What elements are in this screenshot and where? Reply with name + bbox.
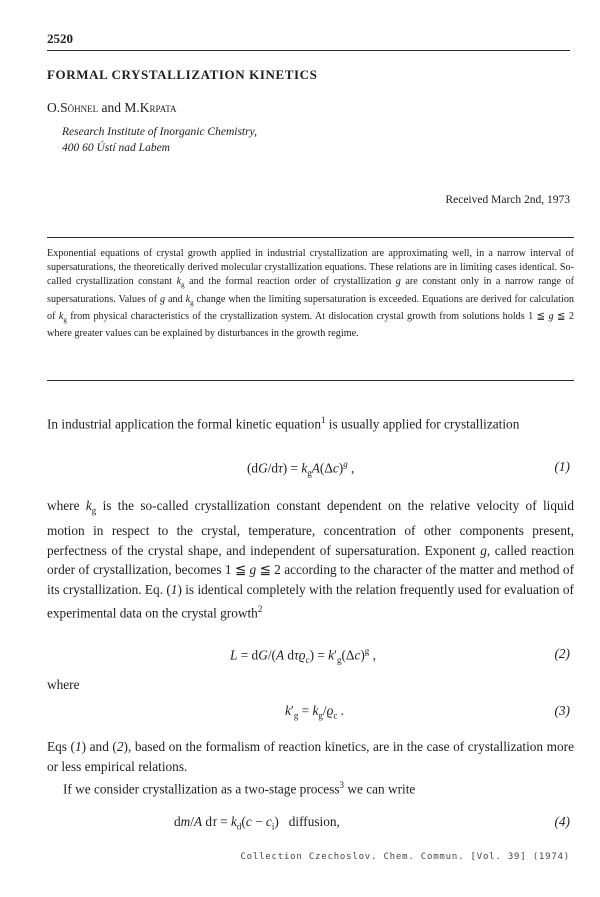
author-2-surname: Krpata — [139, 100, 177, 115]
abstract: Exponential equations of crystal growth applied in industrial crystallization are approximating well, in a narrow interval of supersaturations, the theoretically derived molecular crystallization equations. These relations are in limiting cases identical. So-called crystallization constant $k_g$ and the formal reaction order of crystallization g are constant only in a narrow range of supersaturations. Values of g and $k_g$ change when the limiting supersaturation is exceeded. Equations are derived for calculation of $k_g$ from physical characteristics of the crystallization system. At dislocation crystal growth from solutions holds 1 ≦ g ≦ 2 where greater values can be explained by disturbances in the growth regime. — [47, 248, 575, 340]
body-text: ) is identical completely with the relation frequently used for evaluation of experimental data on the crystal growth — [47, 582, 574, 621]
header-rule — [47, 50, 570, 51]
equation-3: $k'_g = k_g/ϱ_c$ . — [285, 703, 344, 721]
abstract-text: and the formal reaction order of crystallization — [184, 276, 396, 288]
abstract-text: and — [165, 293, 186, 305]
abstract-text: Exponential equations of crystal growth applied in industrial crystallization are approximating well, in a narrow interval of supersaturations, the theoretically derived molecular crystallization equations. These relations are in limiting cases identical. So-called crystallization constant — [47, 248, 574, 288]
body-text: where — [47, 498, 86, 513]
abstract-text: change when the limiting supersaturation is exceeded. Equations are derived for calculation of — [47, 293, 575, 322]
symbol-k-g: k — [185, 293, 191, 305]
article-title: FORMAL CRYSTALLIZATION KINETICS — [47, 67, 318, 82]
symbol-k-g: k — [176, 276, 182, 288]
abstract-text: ≦ 2 where greater values can be explained by disturbances in the growth regime. — [47, 310, 574, 340]
equation-4: dm/A $d\tau = k_d(c - c_i)$ diffusion, — [174, 814, 340, 832]
body-paragraph-3 — [47, 737, 574, 799]
reference-superscript: 3 — [339, 780, 345, 791]
received-date: Received March 2nd, 1973 — [445, 194, 570, 206]
affiliation-line-2: 400 60 Ústí nad Labem — [62, 142, 170, 154]
body-text: we can write — [344, 781, 416, 797]
affiliation-line-1: Research Institute of Inorganic Chemistry, — [62, 126, 257, 138]
author-line — [47, 100, 177, 116]
page-number: 2520 — [47, 31, 73, 46]
abstract-top-rule — [47, 237, 574, 238]
symbol-g: g — [159, 293, 166, 305]
author-2-initial: M. — [124, 100, 140, 115]
body-text: is usually applied for crystallization — [325, 416, 520, 432]
equation-reference: 1 — [74, 739, 82, 754]
body-text: ) and ( — [81, 739, 117, 754]
body-text: Eqs ( — [47, 739, 75, 754]
body-text: In industrial application the formal kinetic equation — [47, 416, 321, 432]
equation-3-number: (3) — [554, 703, 570, 718]
equation-4-number: (4) — [554, 814, 570, 829]
abstract-text: from physical characteristics of the crystallization system. At dislocation crystal growth from solutions holds 1 ≦ — [66, 310, 549, 322]
journal-footer: Collection Czechoslov. Chem. Commun. [Vol. 39] (1974) — [240, 852, 570, 862]
author-1-initial: O. — [47, 100, 61, 115]
body-paragraph-2: where $k_g$ is the so-called crystallization constant dependent on the relative velocity of liquid motion in respect to the crystal, temperature, concentration of other components present, perfectness of the crystal shape, and independent of supersaturation. Exponent g, called reaction order of crystallization, becomes 1 ≦ g ≦ 2 according to the character of the matter and method of its crystallization. Eq. (1) is identical completely with the relation frequently used for evaluation of experimental data on the crystal growth$^2$ — [47, 498, 575, 621]
body-paragraph-4 — [47, 776, 574, 799]
reference-superscript: 1 — [320, 415, 326, 425]
body-text: is the so-called crystallization constant dependent on the relative velocity of liquid motion in respect to the crystal, temperature, concentration of other components present, perfectness of the crystal shape, and independent of supersaturation. Exponent — [47, 498, 574, 558]
symbol-g: g — [395, 276, 401, 288]
abstract-bottom-rule — [47, 380, 574, 381]
author-connector: and — [98, 100, 125, 115]
body-text: If we consider crystallization as a two-stage process — [63, 781, 340, 797]
where-label: where — [47, 677, 80, 692]
abstract-text: are constant only in a narrow range of supersaturations. Values of — [47, 276, 574, 305]
body-text: , called reaction order of crystallization, becomes 1 ≦ — [47, 542, 574, 578]
equation-4-label: diffusion, — [288, 814, 340, 829]
equation-1-number: (1) — [554, 459, 570, 474]
equation-reference: 2 — [116, 739, 124, 754]
symbol-g: g — [548, 310, 554, 322]
equation-1: $(dG/d\tau) = k_gA(\Delta c)^g$ , — [247, 459, 355, 479]
affiliation — [62, 124, 257, 156]
equation-reference: 1 — [170, 582, 178, 598]
equation-2-number: (2) — [554, 646, 570, 661]
author-1-surname: Söhnel — [60, 100, 99, 115]
reference-superscript: 2 — [257, 603, 263, 614]
body-text: ≦ 2 according to the character of the matter and method of its crystallization. Eq. ( — [47, 562, 575, 598]
body-paragraph-1 — [47, 411, 574, 434]
symbol-k-g: k — [58, 310, 64, 322]
body-text: ), based on the formalism of reaction kinetics, are in the case of crystallization more or less empirical relations. — [47, 739, 574, 774]
equation-2: L = dG/(A $d\tau ϱ_c) = k'_g(\Delta c)^g$ , — [230, 646, 376, 666]
